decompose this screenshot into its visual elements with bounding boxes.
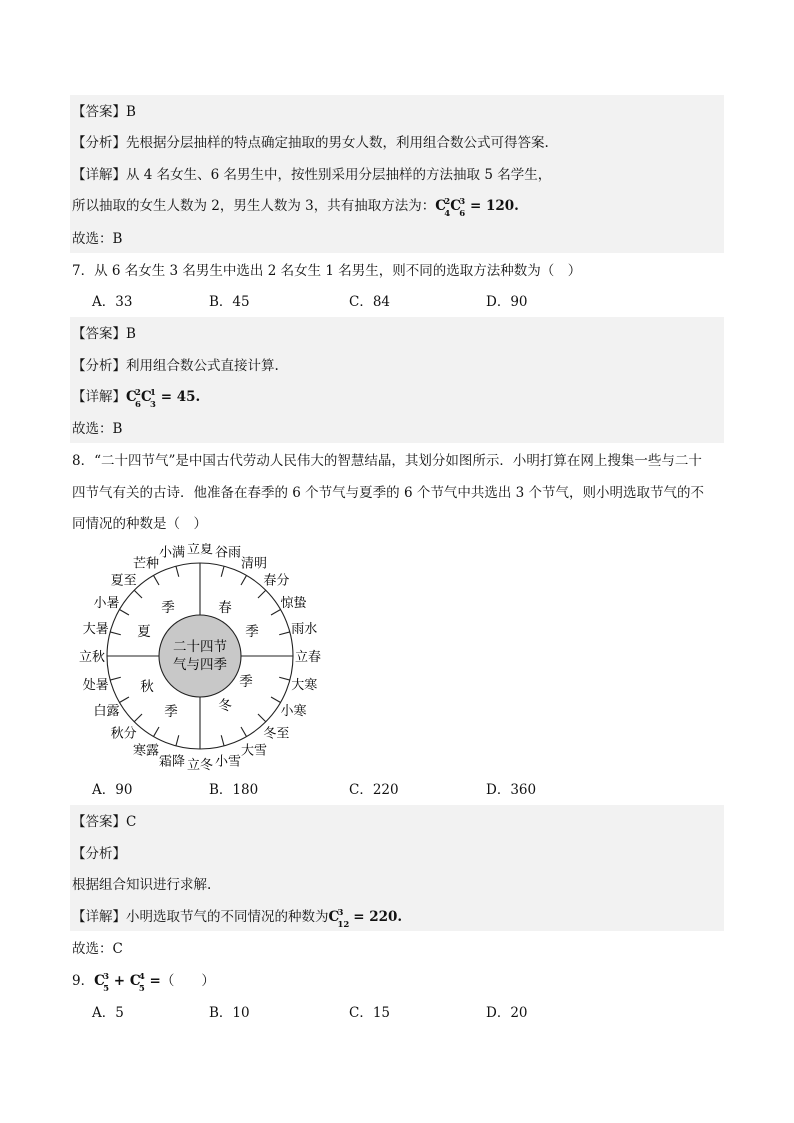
tick-mark: [176, 735, 179, 746]
analysis-7: 【分析】利用组合数公式直接计算.: [72, 358, 279, 374]
detail-6-line2: [72, 197, 519, 219]
solar-term-label: 立夏: [186, 543, 214, 557]
analysis-8: 【分析】: [72, 846, 126, 862]
solar-term-label: 大寒: [291, 678, 318, 693]
question-9-paren: （ ）: [160, 973, 215, 989]
detail-7-formula: C 2 6 C 1 3 = 45.: [126, 388, 201, 410]
question-8-line2: 四节气有关的古诗．他准备在春季的 6 个节气与夏季的 6 个节气中共选出 3 个节气，则小明选取节气的不: [72, 485, 705, 501]
solar-term-label: 立冬: [186, 758, 214, 773]
detail-8: [72, 908, 403, 930]
detail-6-formula: C 2 4 C 3 6 = 120.: [435, 197, 519, 219]
tick-mark: [176, 566, 179, 577]
solar-terms-diagram: [74, 543, 334, 773]
season-label: 季: [164, 704, 178, 720]
q7-option-d: D．90: [486, 294, 528, 310]
tick-mark: [258, 590, 266, 598]
solar-term-label: 芒种: [132, 556, 160, 572]
detail-6-line1: 【详解】从 4 名女生、6 名男生中，按性别采用分层抽样的方法抽取 5 名学生，: [72, 167, 552, 183]
tick-mark: [258, 714, 266, 722]
answer-8: 【答案】C: [72, 814, 137, 830]
q7-option-c: C．84: [349, 294, 391, 310]
season-label: 夏: [137, 624, 151, 640]
solar-term-label: 小暑: [93, 596, 120, 611]
detail-8-formula: C 3 12 = 220.: [328, 908, 403, 930]
solar-term-label: 霜降: [158, 754, 186, 770]
tick-mark: [134, 714, 142, 722]
solar-term-label: 春分: [263, 573, 290, 589]
solar-term-label: 冬至: [263, 726, 290, 742]
detail-6-text: 所以抽取的女生人数为 2，男生人数为 3，共有抽取方法为：: [72, 198, 436, 214]
solar-term-label: 立秋: [78, 650, 106, 665]
season-label: 冬: [218, 698, 232, 714]
detail-8-text: 【详解】小明选取节气的不同情况的种数为: [72, 909, 329, 925]
solar-term-label: 夏至: [110, 573, 137, 589]
solar-term-label: 白露: [93, 704, 120, 719]
solar-term-label: 小雪: [214, 754, 242, 770]
question-7: 7．从 6 名女生 3 名男生中选出 2 名女生 1 名男生，则不同的选取方法种数为（ ）: [72, 263, 582, 279]
center-circle: [159, 615, 241, 697]
q8-option-b: B．180: [209, 782, 259, 798]
q9-option-c: C．15: [349, 1005, 391, 1021]
answer-7: 【答案】B: [72, 326, 136, 342]
q8-option-d: D．360: [486, 782, 537, 798]
choose-7: 故选：B: [72, 421, 123, 437]
tick-mark: [241, 575, 247, 585]
solar-term-label: 小满: [158, 545, 186, 561]
analysis-6: 【分析】先根据分层抽样的特点确定抽取的男女人数，利用组合数公式可得答案.: [72, 135, 549, 151]
analysis-8-body: 根据组合知识进行求解.: [72, 877, 212, 893]
tick-mark: [271, 610, 281, 616]
choose-8: 故选：C: [72, 941, 123, 957]
question-9-number: 9．: [72, 973, 95, 989]
solar-term-label: 寒露: [132, 743, 160, 759]
q8-option-c: C．220: [349, 782, 399, 798]
detail-7-label: 【详解】: [72, 389, 126, 405]
season-label: 春: [218, 600, 232, 616]
solar-term-label: 谷雨: [214, 545, 242, 561]
season-label: 季: [245, 624, 259, 640]
solar-term-label: 惊蛰: [280, 596, 307, 611]
season-label: 季: [239, 674, 253, 690]
solar-term-label: 大雪: [240, 743, 268, 759]
tick-mark: [279, 632, 290, 635]
q7-option-b: B．45: [209, 294, 250, 310]
question-9: [72, 972, 215, 994]
solar-term-label: 大暑: [82, 622, 109, 637]
solar-term-label: 雨水: [291, 622, 318, 637]
choose-6: 故选：B: [72, 231, 123, 247]
tick-mark: [154, 727, 160, 737]
center-label-line1: 二十四节: [173, 639, 227, 655]
tick-mark: [241, 727, 247, 737]
tick-mark: [110, 677, 121, 680]
tick-mark: [119, 610, 129, 616]
solar-term-label: 处暑: [82, 678, 109, 693]
answer-6: 【答案】B: [72, 104, 136, 120]
q8-option-a: A．90: [92, 782, 133, 798]
tick-mark: [110, 632, 121, 635]
question-8-line1: 8．“二十四节气”是中国古代劳动人民伟大的智慧结晶，其划分如图所示．小明打算在网上搜集一些与二十: [72, 453, 702, 469]
season-label: 季: [161, 600, 175, 616]
tick-mark: [221, 566, 224, 577]
center-label-line2: 气与四季: [173, 657, 227, 673]
tick-mark: [221, 735, 224, 746]
tick-mark: [119, 697, 129, 703]
solution-block-7: [70, 317, 724, 443]
q9-option-a: A．5: [92, 1005, 124, 1021]
q9-option-b: B．10: [209, 1005, 250, 1021]
tick-mark: [279, 677, 290, 680]
tick-mark: [154, 575, 160, 585]
question-8-line3: 同情况的种数是（ ）: [72, 516, 207, 532]
q7-option-a: A．33: [92, 294, 133, 310]
tick-mark: [271, 697, 281, 703]
solar-term-label: 立春: [294, 650, 322, 665]
season-label: 秋: [140, 679, 154, 695]
detail-7: [72, 388, 201, 410]
solar-term-label: 小寒: [280, 704, 307, 719]
tick-mark: [134, 590, 142, 598]
question-9-formula: C 3 5 + C 4 5 =: [94, 972, 161, 994]
solar-term-label: 清明: [240, 556, 268, 572]
q9-option-d: D．20: [486, 1005, 528, 1021]
solar-term-label: 秋分: [110, 726, 137, 742]
